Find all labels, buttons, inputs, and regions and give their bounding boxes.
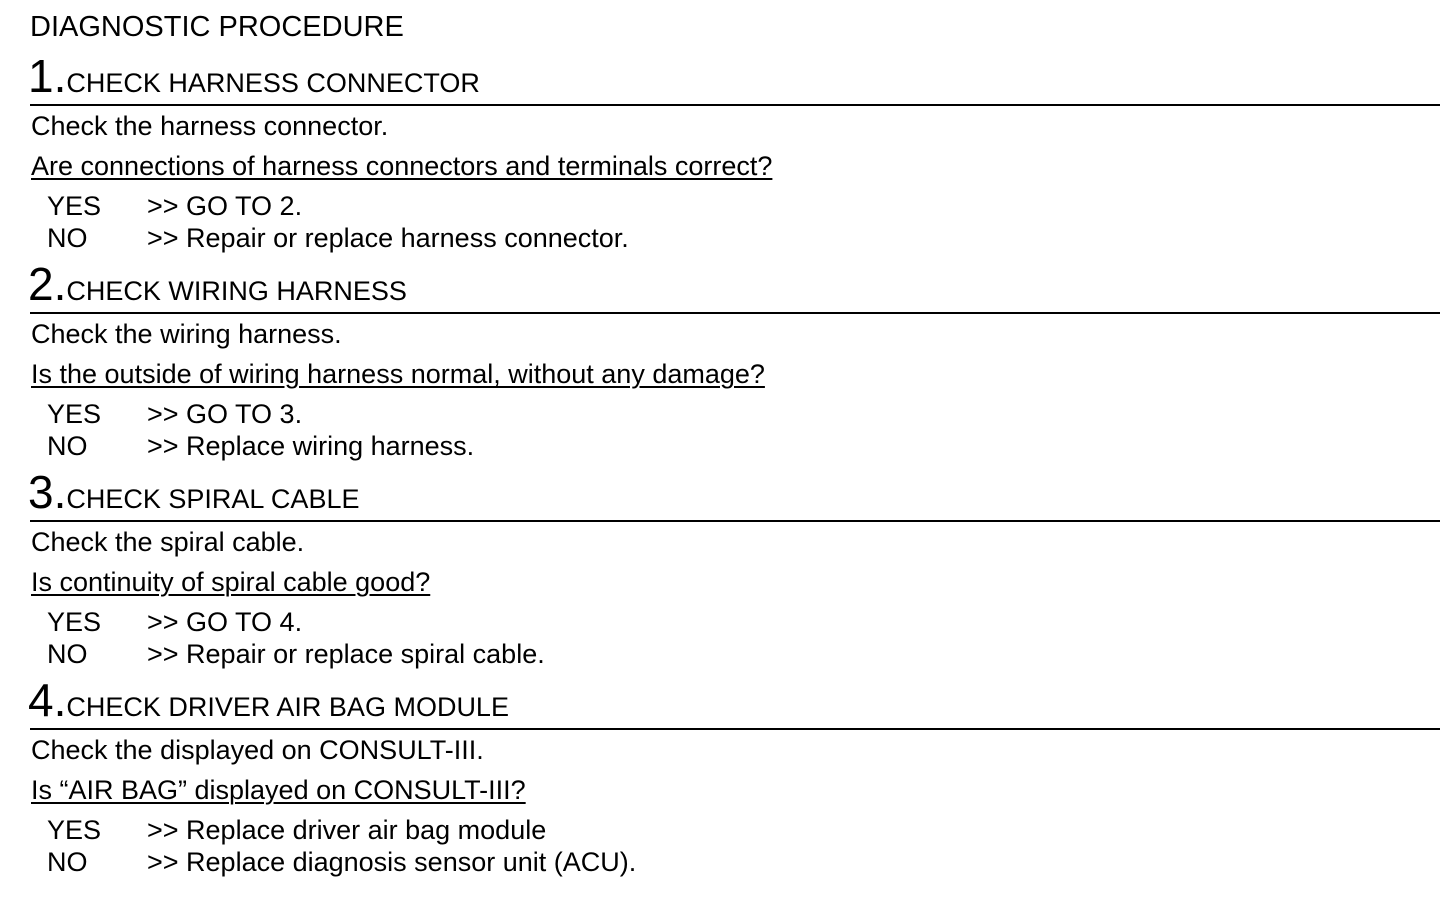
answer-no-label: NO: [47, 223, 88, 253]
step-question: Is the outside of wiring harness normal, without any damage?: [31, 359, 765, 389]
answer-no-action: >> Replace wiring harness.: [147, 431, 475, 461]
answer-yes-action: >> GO TO 4.: [147, 607, 303, 637]
step-heading: [28, 258, 407, 310]
step-question: Is “AIR BAG” displayed on CONSULT-III?: [31, 775, 526, 805]
answer-yes-action: >> GO TO 3.: [147, 399, 303, 429]
answer-yes-label: YES: [47, 399, 102, 429]
answer-yes: [47, 814, 546, 846]
step-title: CHECK DRIVER AIR BAG MODULE: [66, 692, 509, 722]
step-divider: [30, 520, 1440, 522]
step-title: CHECK SPIRAL CABLE: [66, 484, 360, 514]
procedure-step-4: [0, 674, 1456, 882]
answer-no-label: NO: [47, 847, 88, 877]
answer-yes: [47, 190, 302, 222]
step-divider: [30, 728, 1440, 730]
step-heading: [28, 466, 359, 518]
step-heading: [28, 674, 509, 726]
step-instruction: Check the displayed on CONSULT-III.: [31, 735, 484, 765]
step-title: CHECK WIRING HARNESS: [66, 276, 407, 306]
procedure-step-1: [0, 50, 1456, 258]
step-number: 1.: [28, 50, 67, 102]
answer-no-action: >> Repair or replace spiral cable.: [147, 639, 545, 669]
answer-yes-label: YES: [47, 607, 102, 637]
procedure-step-2: [0, 258, 1456, 466]
document-title: DIAGNOSTIC PROCEDURE: [30, 11, 404, 43]
answer-no: [47, 638, 545, 670]
step-question: Is continuity of spiral cable good?: [31, 567, 431, 597]
answer-no: [47, 430, 474, 462]
answer-no: [47, 222, 629, 254]
step-heading: [28, 50, 480, 102]
answer-no-label: NO: [47, 431, 88, 461]
procedure-step-3: [0, 466, 1456, 674]
step-instruction: Check the spiral cable.: [31, 527, 305, 557]
step-instruction: Check the wiring harness.: [31, 319, 342, 349]
step-number: 2.: [28, 258, 67, 310]
step-number: 4.: [28, 674, 67, 726]
answer-yes-action: >> GO TO 2.: [147, 191, 303, 221]
step-number: 3.: [28, 466, 67, 518]
answer-no-action: >> Replace diagnosis sensor unit (ACU).: [147, 847, 637, 877]
answer-no: [47, 846, 636, 878]
step-divider: [30, 104, 1440, 106]
answer-no-label: NO: [47, 639, 88, 669]
step-divider: [30, 312, 1440, 314]
answer-yes-label: YES: [47, 191, 102, 221]
answer-yes: [47, 398, 302, 430]
answer-yes-label: YES: [47, 815, 102, 845]
step-instruction: Check the harness connector.: [31, 111, 389, 141]
step-question: Are connections of harness connectors and terminals correct?: [31, 151, 773, 181]
answer-yes-action: >> Replace driver air bag module: [147, 815, 547, 845]
answer-no-action: >> Repair or replace harness connector.: [147, 223, 629, 253]
step-title: CHECK HARNESS CONNECTOR: [66, 68, 480, 98]
answer-yes: [47, 606, 302, 638]
